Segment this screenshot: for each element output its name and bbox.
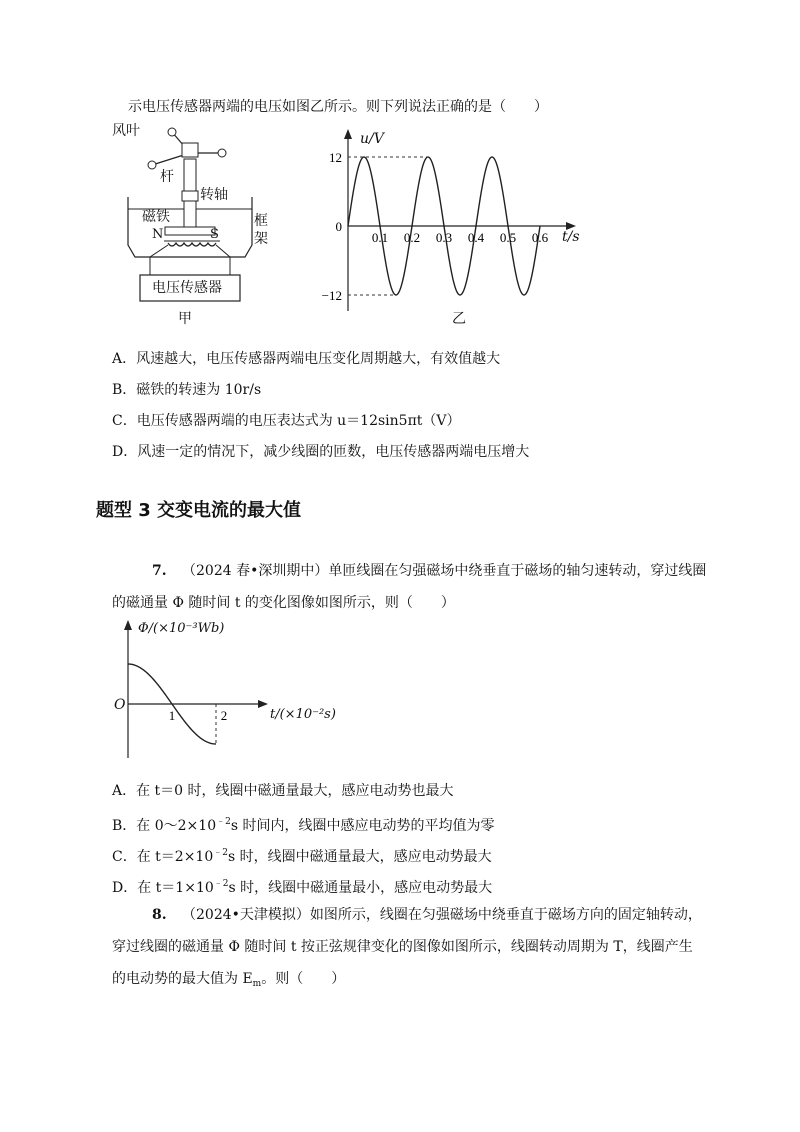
y-axis-arrow: [124, 620, 132, 630]
fan-cup: [148, 161, 156, 169]
chart-yi-xlabel: t/s: [562, 229, 580, 245]
x-tick-label: 0.3: [435, 230, 453, 245]
label-s: S: [210, 227, 219, 242]
chart-flux-xlabel: t/(×10⁻²s): [270, 707, 336, 722]
q6-option-d: D．风速一定的情况下，减少线圈的匝数，电压传感器两端电压增大: [112, 444, 530, 460]
section-title: 题型 3 交变电流的最大值: [96, 500, 302, 521]
label-fengye: 风叶: [112, 123, 140, 139]
label-kuang: 框: [254, 213, 268, 229]
coil: [168, 243, 216, 246]
x-tick-label: 0.5: [499, 230, 517, 245]
q8-line2: 穿过线圈的磁通量 Φ 随时间 t 按正弦规律变化的图像如图所示，线圈转动周期为 T，线圈产生: [112, 939, 693, 955]
caption-yi: 乙: [452, 311, 466, 327]
q8-number: 8.: [152, 907, 167, 923]
q8-line1: （2024•天津模拟）如图所示，线圈在匀强磁场中绕垂直于磁场方向的固定轴转动，: [182, 907, 702, 923]
chart-flux-ylabel: Φ/(×10⁻³Wb): [138, 621, 225, 636]
x-axis-arrow: [258, 700, 268, 708]
x-tick-label: 0.4: [467, 230, 485, 245]
q7-number: 7.: [152, 563, 167, 579]
magnet: [165, 227, 215, 235]
chart-flux-origin: O: [114, 697, 126, 713]
q6-option-a: A．风速越大，电压传感器两端电压变化周期越大，有效值越大: [112, 351, 501, 367]
q7-option-d: D．在 $t=1\times 10^{﹣2}s$ 时，线圈中磁通量最小，感应电动势最大: [112, 879, 493, 896]
q6-option-b: B．磁铁的转速为 10r/s: [112, 382, 262, 398]
q7-stem-line1: （2024 春•深圳期中）单匝线圈在匀强磁场中绕垂直于磁场的轴匀速转动，穿过线圈: [182, 563, 707, 579]
label-gan: 杆: [160, 169, 174, 185]
x-tick-label: 0.1: [371, 230, 389, 245]
q8-line3: 的电动势的最大值为 $E_m$。则（ ）: [112, 971, 346, 989]
label-zhuanzhou: 转轴: [200, 187, 228, 203]
fan-cup: [218, 149, 226, 157]
q6-intro: 示电压传感器两端的电压如图乙所示。则下列说法正确的是（ ）: [128, 99, 548, 115]
caption-jia: 甲: [178, 311, 192, 327]
y-tick-label: −12: [321, 288, 342, 303]
label-jia2: 架: [254, 231, 268, 247]
q6-option-c: C．电压传感器两端的电压表达式为 u＝12sin5πt（V）: [112, 413, 461, 429]
y-axis-arrow: [344, 129, 352, 139]
label-citie: 磁铁: [142, 209, 170, 225]
y-tick-label: 0: [335, 219, 342, 234]
chart-yi: [320, 125, 590, 325]
chart-yi-ylabel: u/V: [360, 131, 384, 147]
fan-cup: [168, 128, 176, 136]
q7-stem-line2: 的磁通量 Φ 随时间 t 的变化图像如图所示，则（ ）: [112, 595, 455, 611]
wire: [150, 245, 168, 257]
axle: [184, 201, 196, 227]
x-tick-label: 0.2: [403, 230, 421, 245]
y-tick-label: 12: [329, 150, 342, 165]
x-tick-label: 0.6: [531, 230, 549, 245]
sensor-label: 电压传感器: [152, 280, 222, 296]
x-tick-label: 2: [220, 708, 228, 723]
q7-option-a: A．在 t＝0 时，线圈中磁通量最大，感应电动势也最大: [112, 783, 454, 799]
hub: [182, 143, 198, 157]
q7-option-b: B．在 $0\sim 2\times 10^{﹣2}s$ 时间内，线圈中感应电动势的平均值为零: [112, 817, 495, 834]
rod-joint: [182, 191, 198, 201]
label-n: N: [152, 227, 164, 242]
wire: [216, 245, 230, 257]
rod: [184, 159, 196, 193]
q7-option-c: C．在 $t=2\times 10^{﹣2}s$ 时，线圈中磁通量最大，感应电动势最大: [112, 848, 492, 865]
x-tick-label: 1: [168, 708, 176, 723]
chart-flux: [110, 618, 370, 760]
